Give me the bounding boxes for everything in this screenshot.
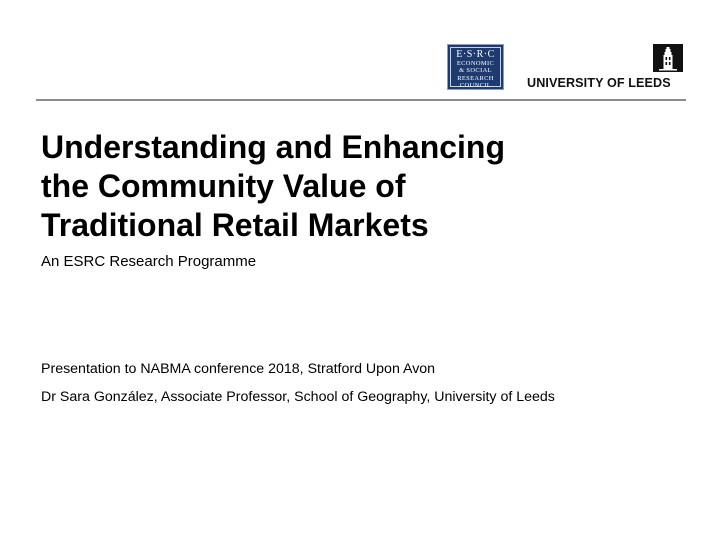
esrc-logo-line: ECONOMIC <box>456 60 495 67</box>
parkinson-tower-icon <box>653 44 683 72</box>
title-line: the Community Value of <box>41 168 406 204</box>
presentation-info: Presentation to NABMA conference 2018, Stratford Upon Avon <box>41 361 436 377</box>
title-line: Understanding and Enhancing <box>41 129 506 165</box>
title-line: Traditional Retail Markets <box>41 207 429 243</box>
esrc-logo-line: & SOCIAL <box>459 67 492 75</box>
esrc-logo <box>447 44 504 90</box>
slide-subtitle: An ESRC Research Programme <box>41 253 257 270</box>
university-of-leeds-logo <box>527 44 683 92</box>
header-divider <box>36 99 686 101</box>
esrc-logo-line: COUNCIL <box>459 82 492 90</box>
author-info: Dr Sara González, Associate Professor, School of Geography, University of Leeds <box>41 389 555 405</box>
esrc-logo-line: RESEARCH <box>457 74 494 82</box>
esrc-logo-abbr: E·S·R·C <box>456 49 495 60</box>
leeds-logo-text: UNIVERSITY OF LEEDS <box>527 76 671 90</box>
slide-title <box>41 128 601 245</box>
esrc-logo-frame <box>450 47 501 90</box>
